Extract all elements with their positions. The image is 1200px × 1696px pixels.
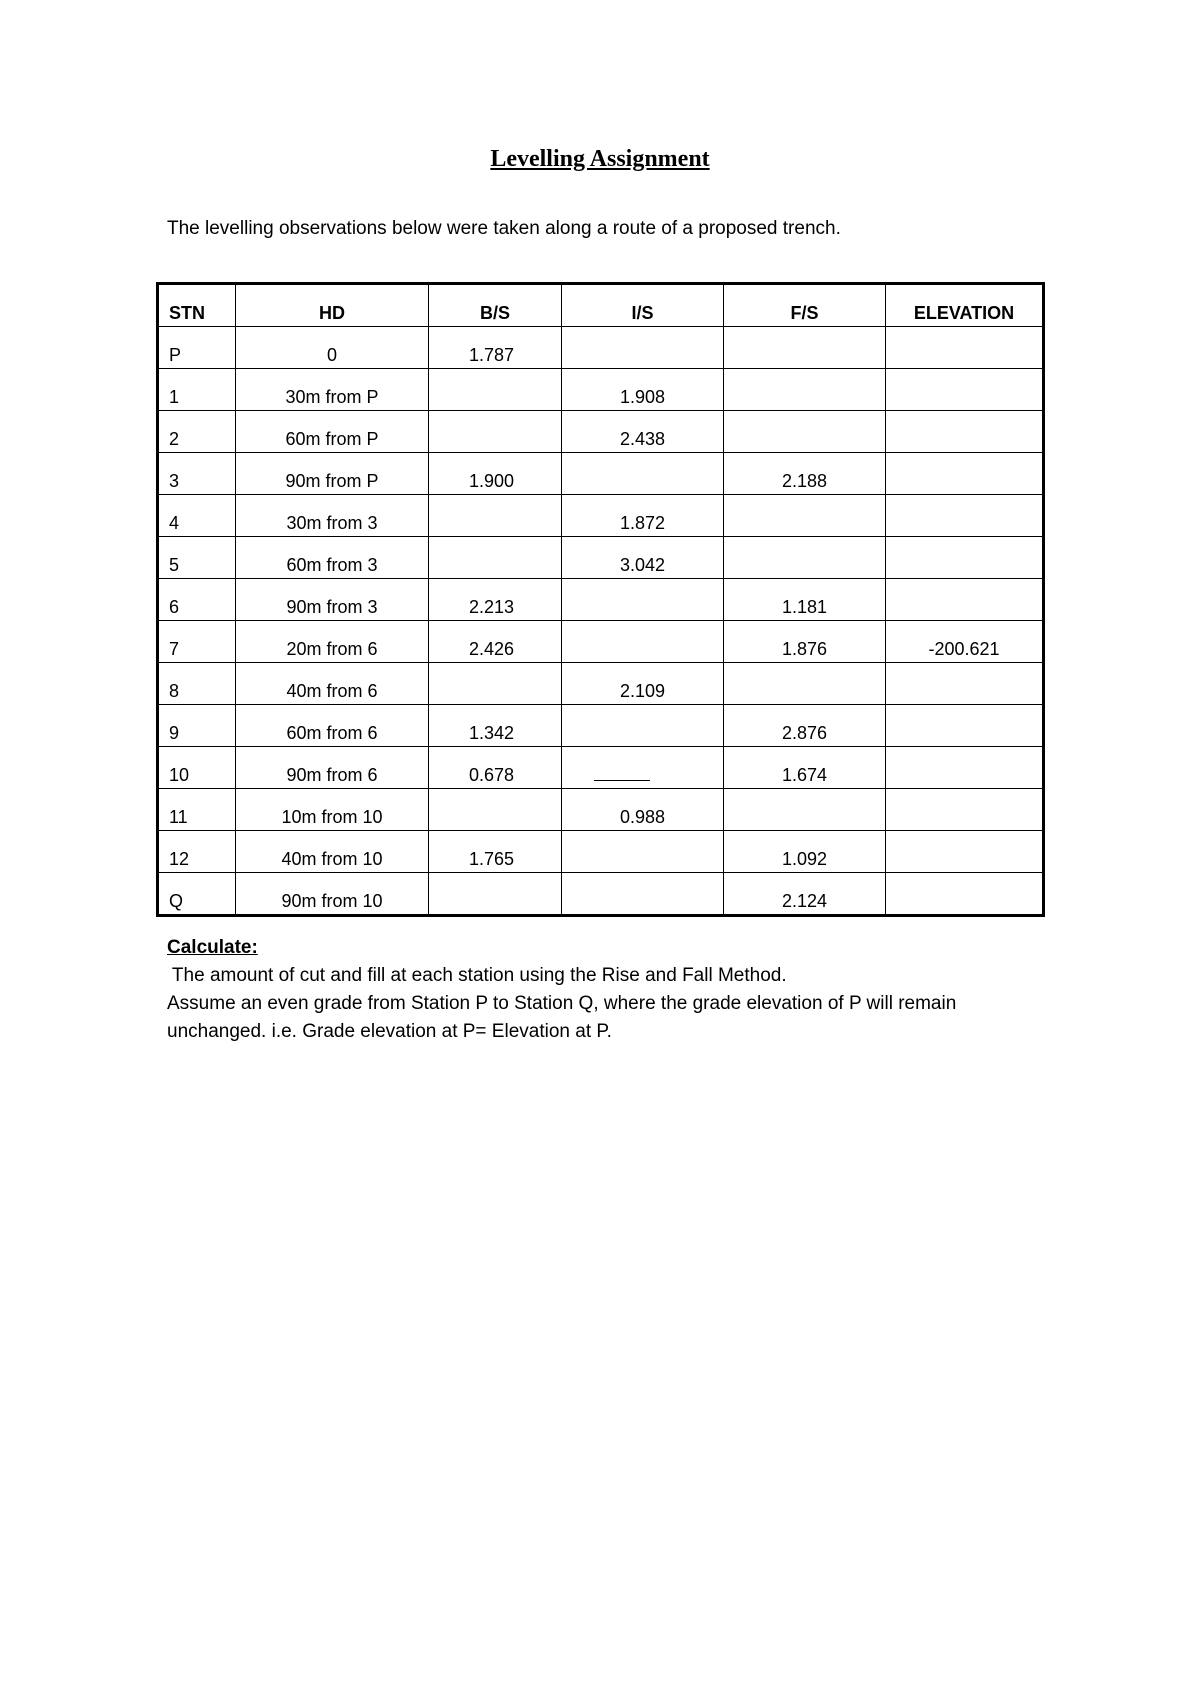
table-row	[158, 327, 1044, 369]
table-row	[158, 663, 1044, 705]
cell-elevation	[886, 327, 1044, 369]
cell-bs: 2.213	[429, 579, 562, 621]
cell-is: 1.908	[562, 369, 724, 411]
cell-bs	[429, 789, 562, 831]
cell-stn: 5	[158, 537, 236, 579]
header-elevation: ELEVATION	[886, 284, 1044, 327]
cell-hd: 40m from 10	[236, 831, 429, 873]
cell-stn: 1	[158, 369, 236, 411]
cell-is: 3.042	[562, 537, 724, 579]
cell-bs: 1.342	[429, 705, 562, 747]
cell-elevation	[886, 537, 1044, 579]
cell-stn: P	[158, 327, 236, 369]
cell-stn: 7	[158, 621, 236, 663]
cell-stn: 11	[158, 789, 236, 831]
table-row	[158, 789, 1044, 831]
overline-mark	[594, 780, 650, 781]
cell-fs: 2.124	[724, 873, 886, 916]
table-row	[158, 369, 1044, 411]
intro-paragraph: The levelling observations below were taken along a route of a proposed trench.	[167, 218, 841, 239]
cell-fs: 1.876	[724, 621, 886, 663]
header-is: I/S	[562, 284, 724, 327]
cell-hd: 60m from 3	[236, 537, 429, 579]
table-row	[158, 873, 1044, 916]
cell-elevation	[886, 579, 1044, 621]
cell-elevation: -200.621	[886, 621, 1044, 663]
cell-elevation	[886, 831, 1044, 873]
cell-fs	[724, 537, 886, 579]
cell-elevation	[886, 495, 1044, 537]
cell-fs	[724, 369, 886, 411]
cell-fs: 1.181	[724, 579, 886, 621]
cell-fs	[724, 411, 886, 453]
table-row	[158, 747, 1044, 789]
cell-hd: 90m from 6	[236, 747, 429, 789]
header-bs: B/S	[429, 284, 562, 327]
cell-is	[562, 747, 724, 789]
cell-fs: 2.188	[724, 453, 886, 495]
header-hd: HD	[236, 284, 429, 327]
cell-is: 2.109	[562, 663, 724, 705]
cell-hd: 90m from 3	[236, 579, 429, 621]
header-stn: STN	[158, 284, 236, 327]
cell-hd: 60m from P	[236, 411, 429, 453]
cell-hd: 30m from P	[236, 369, 429, 411]
cell-bs	[429, 369, 562, 411]
cell-stn: 4	[158, 495, 236, 537]
cell-fs	[724, 663, 886, 705]
cell-bs: 1.765	[429, 831, 562, 873]
cell-hd: 0	[236, 327, 429, 369]
cell-bs: 1.900	[429, 453, 562, 495]
cell-elevation	[886, 747, 1044, 789]
table-row	[158, 411, 1044, 453]
table-row	[158, 495, 1044, 537]
calculate-line-1: The amount of cut and fill at each station using the Rise and Fall Method.	[167, 965, 787, 986]
cell-fs: 1.092	[724, 831, 886, 873]
table-row	[158, 537, 1044, 579]
document-title: Levelling Assignment	[490, 146, 710, 172]
cell-bs	[429, 411, 562, 453]
cell-elevation	[886, 411, 1044, 453]
cell-hd: 30m from 3	[236, 495, 429, 537]
cell-is	[562, 621, 724, 663]
table-row	[158, 831, 1044, 873]
cell-bs	[429, 663, 562, 705]
cell-hd: 90m from 10	[236, 873, 429, 916]
calculate-line-2: Assume an even grade from Station P to Station Q, where the grade elevation of P will remain unchanged. i.e. Grade elevation at P= Elevation at P.	[167, 993, 957, 1042]
cell-stn: 8	[158, 663, 236, 705]
cell-elevation	[886, 873, 1044, 916]
cell-bs: 1.787	[429, 327, 562, 369]
table-header-row	[158, 284, 1044, 327]
cell-elevation	[886, 369, 1044, 411]
cell-fs	[724, 327, 886, 369]
cell-elevation	[886, 663, 1044, 705]
cell-hd: 10m from 10	[236, 789, 429, 831]
table-row	[158, 579, 1044, 621]
cell-hd: 20m from 6	[236, 621, 429, 663]
cell-stn: 10	[158, 747, 236, 789]
cell-fs	[724, 789, 886, 831]
cell-stn: 12	[158, 831, 236, 873]
cell-is	[562, 327, 724, 369]
cell-bs	[429, 495, 562, 537]
calculate-heading: Calculate:	[167, 937, 258, 958]
table-row	[158, 453, 1044, 495]
cell-fs	[724, 495, 886, 537]
cell-fs: 2.876	[724, 705, 886, 747]
table-row	[158, 621, 1044, 663]
cell-stn: 9	[158, 705, 236, 747]
cell-stn: 2	[158, 411, 236, 453]
cell-is	[562, 873, 724, 916]
header-fs: F/S	[724, 284, 886, 327]
cell-elevation	[886, 705, 1044, 747]
cell-is: 2.438	[562, 411, 724, 453]
calculate-section	[167, 934, 1047, 1046]
cell-is: 0.988	[562, 789, 724, 831]
cell-fs: 1.674	[724, 747, 886, 789]
cell-stn: Q	[158, 873, 236, 916]
cell-is	[562, 831, 724, 873]
cell-hd: 90m from P	[236, 453, 429, 495]
table-row	[158, 705, 1044, 747]
cell-bs: 0.678	[429, 747, 562, 789]
cell-is: 1.872	[562, 495, 724, 537]
cell-bs	[429, 537, 562, 579]
cell-hd: 40m from 6	[236, 663, 429, 705]
cell-elevation	[886, 453, 1044, 495]
cell-hd: 60m from 6	[236, 705, 429, 747]
levelling-table	[156, 282, 1045, 917]
cell-is	[562, 579, 724, 621]
cell-bs: 2.426	[429, 621, 562, 663]
cell-stn: 3	[158, 453, 236, 495]
cell-stn: 6	[158, 579, 236, 621]
cell-bs	[429, 873, 562, 916]
cell-is	[562, 453, 724, 495]
cell-is	[562, 705, 724, 747]
cell-elevation	[886, 789, 1044, 831]
